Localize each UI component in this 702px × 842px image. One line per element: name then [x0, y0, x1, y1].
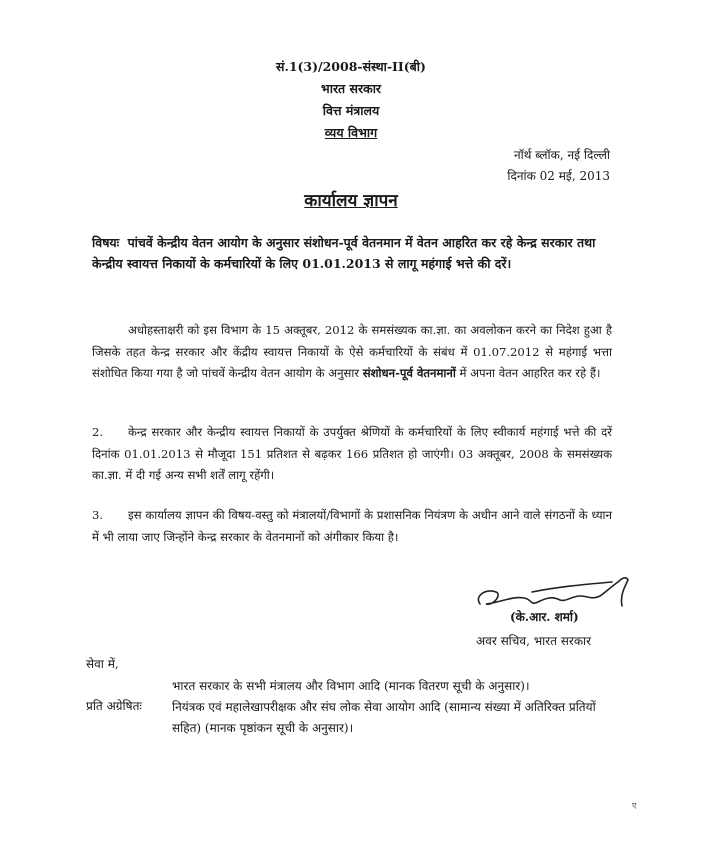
- recipient-text: भारत सरकार के सभी मंत्रालय और विभाग आदि (मानक वितरण सूची के अनुसार)।: [172, 679, 530, 693]
- ministry-name: वित्त मंत्रालय: [322, 103, 380, 118]
- footer-mark: ए: [632, 801, 637, 810]
- department-name: व्यय विभाग: [324, 125, 378, 140]
- government-name: भारत सरकार: [320, 81, 382, 96]
- date: दिनांक 02 मई, 2013: [507, 169, 610, 183]
- subject-label: विषयः: [92, 235, 120, 250]
- signer-name: (के.आर. शर्मा): [510, 610, 579, 624]
- copy-label: प्रति अग्रेषितः: [86, 699, 142, 713]
- paragraph-3-number: 3.: [92, 508, 104, 522]
- recipient-label: सेवा में,: [86, 657, 119, 671]
- copy-text: नियंत्रक एवं महालेखापरीक्षक और संघ लोक सेवा आयोग आदि (सामान्य संख्या में अतिरिक्त प्रतियों सहित) (मानक पृष्ठांकन सूची के अनुसार)।: [172, 700, 596, 735]
- paragraph-3: [92, 505, 612, 548]
- subject: [92, 232, 612, 274]
- paragraph-2: [92, 422, 612, 487]
- signer-designation: अवर सचिव, भारत सरकार: [476, 634, 592, 648]
- file-number: सं.1(3)/2008-संस्था-II(बी): [276, 59, 426, 74]
- paragraph-1-text: अधोहस्ताक्षरी को इस विभाग के 15 अक्तूबर, 2012 के समसंख्यक का.ज्ञा. का अवलोकन करने का निदेश हुआ है जिसके तहत केन्द्र सरकार और केंद्रीय स्वायत्त निकायों के ऐसे कर्मचारियों के संबंध में 01.07.2012 से महंगाई भत्ता संशोधित किया गया है जो पांचवें केन्द्रीय वेतन आयोग के अनुसार: [92, 323, 612, 380]
- place: नॉर्थ ब्लॉक, नई दिल्ली: [513, 148, 610, 162]
- memo-title: कार्यालय ज्ञापन: [304, 191, 398, 211]
- paragraph-1-bold: संशोधन-पूर्व वेतनमानों: [362, 366, 456, 380]
- paragraph-2-text: केन्द्र सरकार और केन्द्रीय स्वायत्त निकायों के उपर्युक्त श्रेणियों के कर्मचारियों के लिए स्वीकार्य महंगाई भत्ते की दरें दिनांक 01.01.2013 से मौजूदा 151 प्रतिशत से बढ़कर 166 प्रतिशत हो जाएंगी। 03 अक्तूबर, 2008 के समसंख्यक का.ज्ञा. में दी गई अन्य सभी शर्तें लागू रहेंगी।: [92, 425, 612, 482]
- paragraph-1-tail: में अपना वेतन आहरित कर रहे हैं।: [459, 366, 601, 380]
- paragraph-1: [92, 320, 612, 385]
- paragraph-3-text: इस कार्यालय ज्ञापन की विषय-वस्तु को मंत्रालयों/विभागों के प्रशासनिक नियंत्रण के अधीन आने वाले संगठनों के ध्यान में भी लाया जाए जिन्होंने केन्द्र सरकार के वेतनमानों को अंगीकार किया है।: [92, 508, 612, 544]
- subject-text: पांचवें केन्द्रीय वेतन आयोग के अनुसार संशोधन-पूर्व वेतनमान में वेतन आहरित कर रहे केन्द्र सरकार तथा केन्द्रीय स्वायत्त निकायों के कर्मचारियों के लिए 01.01.2013 से लागू महंगाई भत्ते की दरें।: [92, 235, 596, 271]
- paragraph-2-number: 2.: [92, 425, 104, 439]
